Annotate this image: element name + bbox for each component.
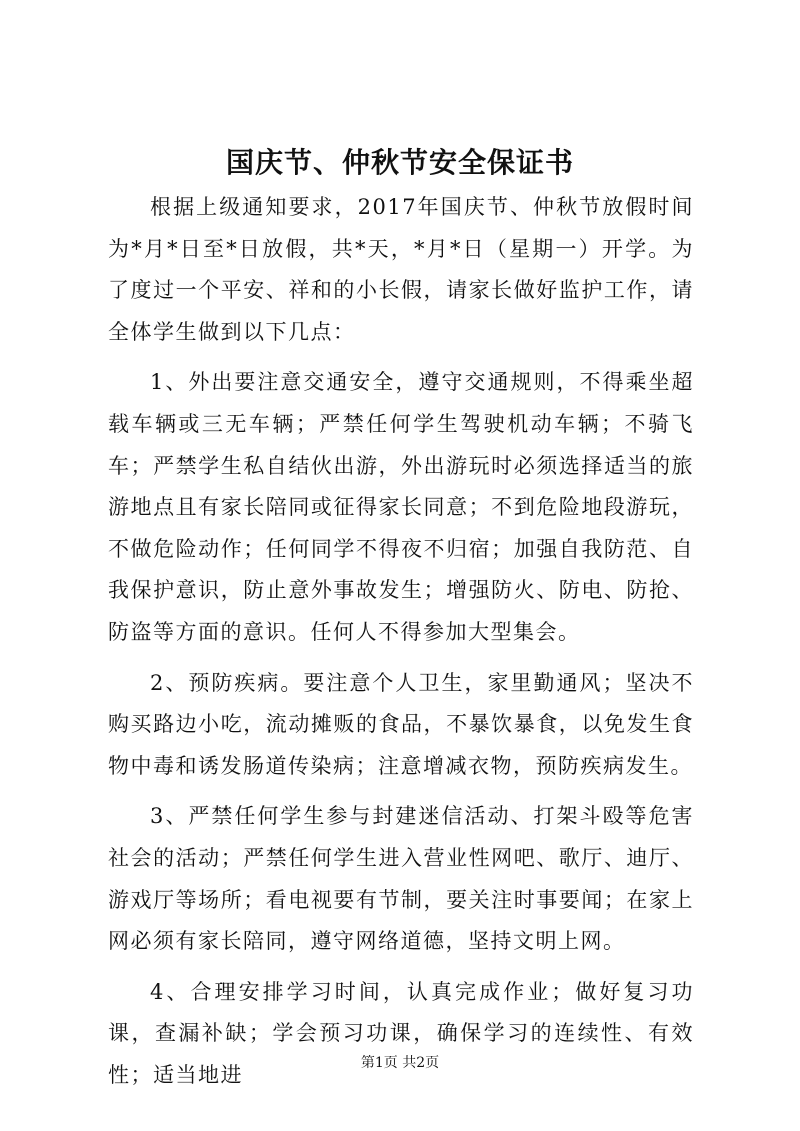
document-body [108, 187, 694, 1105]
paragraph-item-1: 1、外出要注意交通安全，遵守交通规则，不得乘坐超载车辆或三无车辆；严禁任何学生驾驶机动车辆；不骑飞车；严禁学生私自结伙出游，外出游玩时必须选择适当的旅游地点且有家长陪同或征得家长同意；不到危险地段游玩，不做危险动作；任何同学不得夜不归宿；加强自我防范、自我保护意识，防止意外事故发生；增强防火、防电、防抢、防盗等方面的意识。任何人不得参加大型集会。 [108, 370, 694, 644]
paragraph-item-2: 2、预防疾病。要注意个人卫生，家里勤通风；坚决不购买路边小吃，流动摊贩的食品，不暴饮暴食，以免发生食物中毒和诱发肠道传染病；注意增减衣物，预防疾病发生。 [108, 670, 694, 778]
paragraph-item-4: 4、合理安排学习时间，认真完成作业；做好复习功课，查漏补缺；学会预习功课，确保学习的连续性、有效性；适当地进 [108, 979, 694, 1087]
page-footer: 第1页 共2页 [360, 1055, 440, 1071]
document-title: 国庆节、仲秋节安全保证书 [225, 146, 574, 179]
paragraph-item-3: 3、严禁任何学生参与封建迷信活动、打架斗殴等危害社会的活动；严禁任何学生进入营业性网吧、歌厅、迪厅、游戏厅等场所；看电视要有节制，要关注时事要闻；在家上网必须有家长陪同，遵守网络道德，坚持文明上网。 [108, 804, 694, 954]
paragraph-intro: 根据上级通知要求，2017年国庆节、仲秋节放假时间为*月*日至*日放假，共*天，*月*日（星期一）开学。为了度过一个平安、祥和的小长假，请家长做好监护工作，请全体学生做到以下几点： [108, 195, 694, 344]
